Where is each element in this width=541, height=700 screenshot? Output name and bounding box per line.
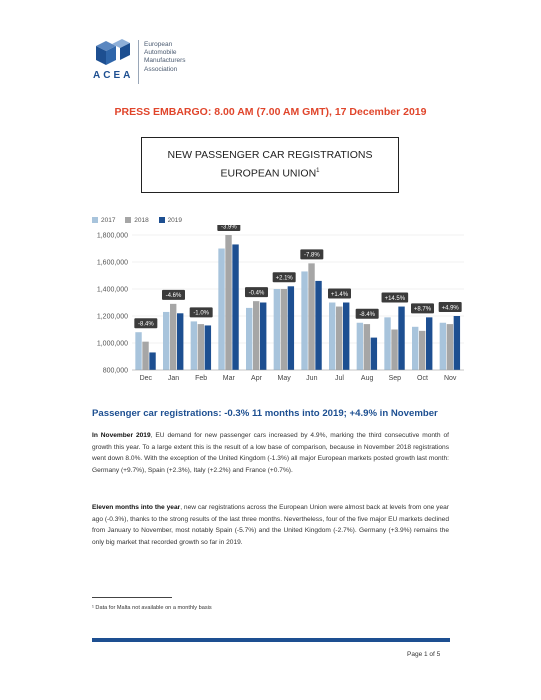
bar-2019 bbox=[315, 281, 321, 370]
paragraph-text: , EU demand for new passenger cars increased by 4.9%, marking the third consecutive month of growth this year. To a large extent this is the result of a low base of comparison, because in November 2018 registrations went down 8.0%. With the exception of the United Kingdom (-1.3%) all major European markets posted growth last month: Germany (+9.7%), Spain (+2.3%), Italy (+2.2%) and France (+0.7%). bbox=[92, 432, 449, 474]
bar-2019 bbox=[260, 303, 266, 371]
bar-2017 bbox=[412, 327, 418, 370]
bar-2018 bbox=[281, 289, 287, 370]
bar-2019 bbox=[232, 244, 238, 370]
bar-2018 bbox=[253, 301, 259, 370]
growth-label: +8.7% bbox=[413, 306, 432, 313]
chart-legend bbox=[92, 217, 190, 224]
x-tick-label: Feb bbox=[195, 375, 208, 382]
legend-item bbox=[159, 217, 182, 224]
legend-label: 2017 bbox=[101, 217, 116, 224]
footnote-ref: 1 bbox=[316, 168, 320, 174]
y-tick-label: 1,400,000 bbox=[96, 286, 128, 294]
registrations-chart bbox=[92, 217, 472, 387]
title-line-1: NEW PASSENGER CAR REGISTRATIONS bbox=[167, 149, 373, 161]
press-embargo: PRESS EMBARGO: 8.00 AM (7.00 AM GMT), 17 December 2019 bbox=[114, 106, 427, 118]
footnote: ¹ Data for Malta not available on a monthly basis bbox=[92, 605, 212, 611]
bar-2017 bbox=[274, 289, 280, 370]
growth-label: -3.9% bbox=[220, 225, 237, 231]
title-line-2-text: EUROPEAN UNION bbox=[220, 167, 317, 180]
title-box bbox=[141, 137, 399, 193]
bar-2019 bbox=[398, 307, 404, 370]
paragraph-november bbox=[92, 430, 449, 476]
growth-label: -8.4% bbox=[359, 312, 376, 319]
bar-2018 bbox=[198, 324, 204, 370]
footer-bar bbox=[92, 638, 450, 642]
bar-2018 bbox=[364, 324, 370, 370]
logo-divider bbox=[138, 40, 139, 84]
x-tick-label: Sep bbox=[388, 375, 402, 382]
bar-2017 bbox=[357, 323, 363, 370]
legend-item bbox=[92, 217, 115, 224]
logo-org-name bbox=[144, 41, 186, 74]
y-tick-label: 1,800,000 bbox=[96, 232, 128, 240]
org-line: Automobile bbox=[144, 49, 177, 57]
bar-2017 bbox=[191, 321, 197, 370]
y-tick-label: 1,200,000 bbox=[96, 313, 128, 321]
bar-2018 bbox=[419, 331, 425, 370]
bar-2017 bbox=[218, 249, 224, 371]
growth-label: -4.6% bbox=[165, 293, 182, 300]
chart-plot bbox=[92, 225, 472, 390]
y-tick-label: 1,000,000 bbox=[96, 340, 128, 348]
section-heading: Passenger car registrations: -0.3% 11 months into 2019; +4.9% in November bbox=[92, 408, 438, 419]
x-tick-label: May bbox=[277, 375, 291, 382]
bar-2017 bbox=[246, 308, 252, 370]
bar-2019 bbox=[205, 325, 211, 370]
logo-acea-text: ACEA bbox=[93, 70, 134, 81]
paragraph-text: , new car registrations across the European Union were almost back at levels from one year ago (-0.3%), thanks to the strong results of the last three months. Nevertheless, four of the five major EU markets declined from January to November, most notably Spain (-5.7%) and the United Kingdom (-2.7%). Germany (+3.9%) remains the only big market that recorded growth so far in 2019. bbox=[92, 504, 449, 546]
growth-label: -7.8% bbox=[303, 252, 320, 259]
org-line: Association bbox=[144, 65, 178, 73]
x-tick-label: Mar bbox=[222, 375, 235, 382]
legend-label: 2019 bbox=[167, 217, 183, 224]
growth-label: -1.0% bbox=[193, 310, 210, 317]
title-line-2 bbox=[142, 163, 398, 182]
bar-2018 bbox=[308, 263, 314, 370]
bar-2019 bbox=[454, 316, 460, 370]
acea-cube-icon bbox=[92, 38, 132, 68]
paragraph-lead: Eleven months into the year bbox=[92, 504, 181, 511]
bar-2018 bbox=[142, 342, 148, 370]
growth-label: -0.4% bbox=[248, 290, 265, 297]
org-line: European bbox=[144, 41, 173, 48]
bar-2018 bbox=[336, 307, 342, 370]
x-tick-label: Nov bbox=[443, 375, 457, 382]
bar-2017 bbox=[384, 317, 390, 370]
x-tick-label: Jun bbox=[306, 375, 318, 382]
growth-label: +14.5% bbox=[384, 295, 406, 302]
bar-2019 bbox=[426, 317, 432, 370]
x-tick-label: Oct bbox=[417, 375, 428, 382]
bar-2018 bbox=[170, 304, 176, 370]
x-tick-label: Jul bbox=[335, 375, 344, 382]
acea-logo bbox=[92, 38, 212, 88]
x-tick-label: Aug bbox=[360, 375, 374, 382]
x-tick-label: Dec bbox=[139, 375, 153, 382]
bar-2018 bbox=[391, 330, 397, 371]
legend-swatch bbox=[159, 217, 165, 223]
bar-2019 bbox=[371, 338, 377, 370]
legend-label: 2018 bbox=[134, 217, 149, 224]
bar-2017 bbox=[301, 271, 307, 370]
bar-2019 bbox=[343, 303, 349, 371]
y-tick-label: 1,600,000 bbox=[96, 259, 128, 267]
growth-label: +2.1% bbox=[275, 275, 293, 282]
x-tick-label: Jan bbox=[167, 375, 180, 382]
bar-2017 bbox=[163, 312, 169, 370]
y-tick-label: 800,000 bbox=[102, 367, 128, 375]
growth-label: +4.9% bbox=[441, 305, 459, 312]
bar-2017 bbox=[440, 323, 446, 370]
bar-2017 bbox=[135, 332, 141, 370]
bar-2019 bbox=[288, 286, 294, 370]
bar-2018 bbox=[447, 324, 453, 370]
paragraph-lead: In November 2019 bbox=[92, 432, 151, 439]
org-line: Manufacturers bbox=[144, 57, 186, 65]
footnote-rule bbox=[92, 597, 172, 598]
growth-label: -8.4% bbox=[137, 321, 154, 328]
bar-2018 bbox=[225, 235, 231, 370]
growth-label: +1.4% bbox=[330, 291, 349, 298]
legend-item bbox=[125, 217, 148, 224]
bar-2019 bbox=[177, 313, 183, 370]
page-number: Page 1 of 5 bbox=[407, 651, 441, 658]
legend-swatch bbox=[92, 217, 98, 223]
x-tick-label: Apr bbox=[251, 375, 262, 382]
bar-2017 bbox=[329, 303, 335, 371]
paragraph-eleven-months bbox=[92, 502, 449, 548]
bar-2019 bbox=[149, 352, 155, 370]
legend-swatch bbox=[125, 217, 131, 223]
